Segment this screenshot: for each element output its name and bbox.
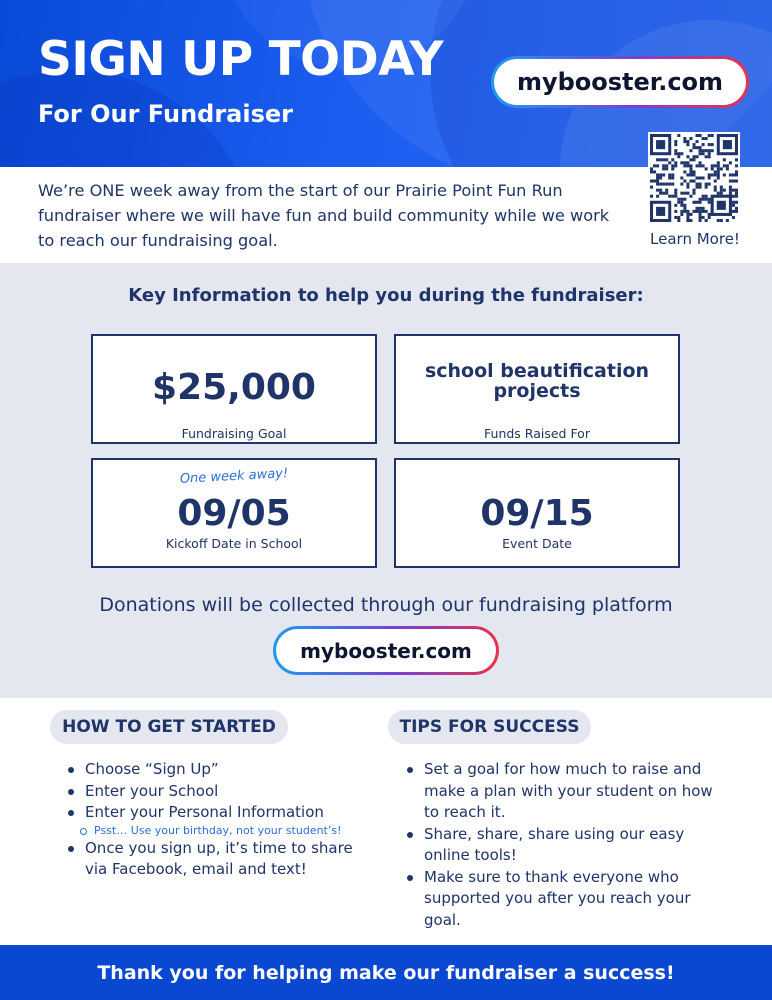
footer-text: Thank you for helping make our fundraiser a success!	[97, 961, 675, 984]
list-item: Set a goal for how much to raise and make a plan with your student on how to reach it.	[405, 759, 725, 824]
list-item: Enter your School	[66, 781, 356, 803]
mybooster-logo-link[interactable]	[491, 56, 749, 108]
list-item: Once you sign up, it’s time to share via Facebook, email and text!	[66, 838, 356, 881]
qr-code-icon[interactable]	[648, 132, 740, 224]
event-card	[394, 458, 680, 568]
qr-code-graphic	[650, 134, 738, 222]
tips-list	[405, 759, 725, 931]
goal-caption: Fundraising Goal	[181, 426, 287, 441]
key-info-heading: Key Information to help you during the fundraiser:	[128, 285, 644, 306]
event-caption: Event Date	[502, 536, 572, 551]
learn-more-label: Learn More!	[650, 230, 740, 248]
donation-text: Donations will be collected through our fundraising platform	[99, 594, 673, 616]
how-to-list	[66, 759, 356, 881]
event-date: 09/15	[480, 493, 594, 534]
mybooster-logo-text: mybooster.com	[494, 59, 746, 105]
goal-value: $25,000	[152, 367, 316, 408]
list-item: Enter your Personal Information	[66, 802, 356, 824]
kickoff-date: 09/05	[177, 493, 291, 534]
page-subtitle: For Our Fundraiser	[38, 100, 293, 128]
list-subitem: Psst… Use your birthday, not your student’s!	[66, 824, 356, 838]
list-item: Choose “Sign Up”	[66, 759, 356, 781]
funds-for-caption: Funds Raised For	[484, 426, 590, 441]
page-title: SIGN UP TODAY	[38, 32, 444, 87]
funds-for-card	[394, 334, 680, 444]
platform-logo-text: mybooster.com	[276, 629, 496, 672]
intro-paragraph: We’re ONE week away from the start of our Prairie Point Fun Run fundraiser where we will have fun and build community while we work to reach our fundraising goal.	[38, 181, 610, 250]
platform-logo-link[interactable]	[273, 626, 499, 675]
one-week-note: One week away!	[179, 466, 289, 487]
funds-for-value: school beautification projects	[424, 360, 650, 402]
tips-heading: TIPS FOR SUCCESS	[388, 710, 591, 744]
footer-banner	[0, 945, 772, 1000]
kickoff-card	[91, 458, 377, 568]
kickoff-caption: Kickoff Date in School	[165, 536, 303, 551]
qr-code-block[interactable]	[648, 132, 742, 248]
list-item: Make sure to thank everyone who supported you after you reach your goal.	[405, 867, 725, 932]
how-to-heading: HOW TO GET STARTED	[50, 710, 288, 744]
list-item: Share, share, share using our easy online tools!	[405, 824, 725, 867]
goal-card	[91, 334, 377, 444]
